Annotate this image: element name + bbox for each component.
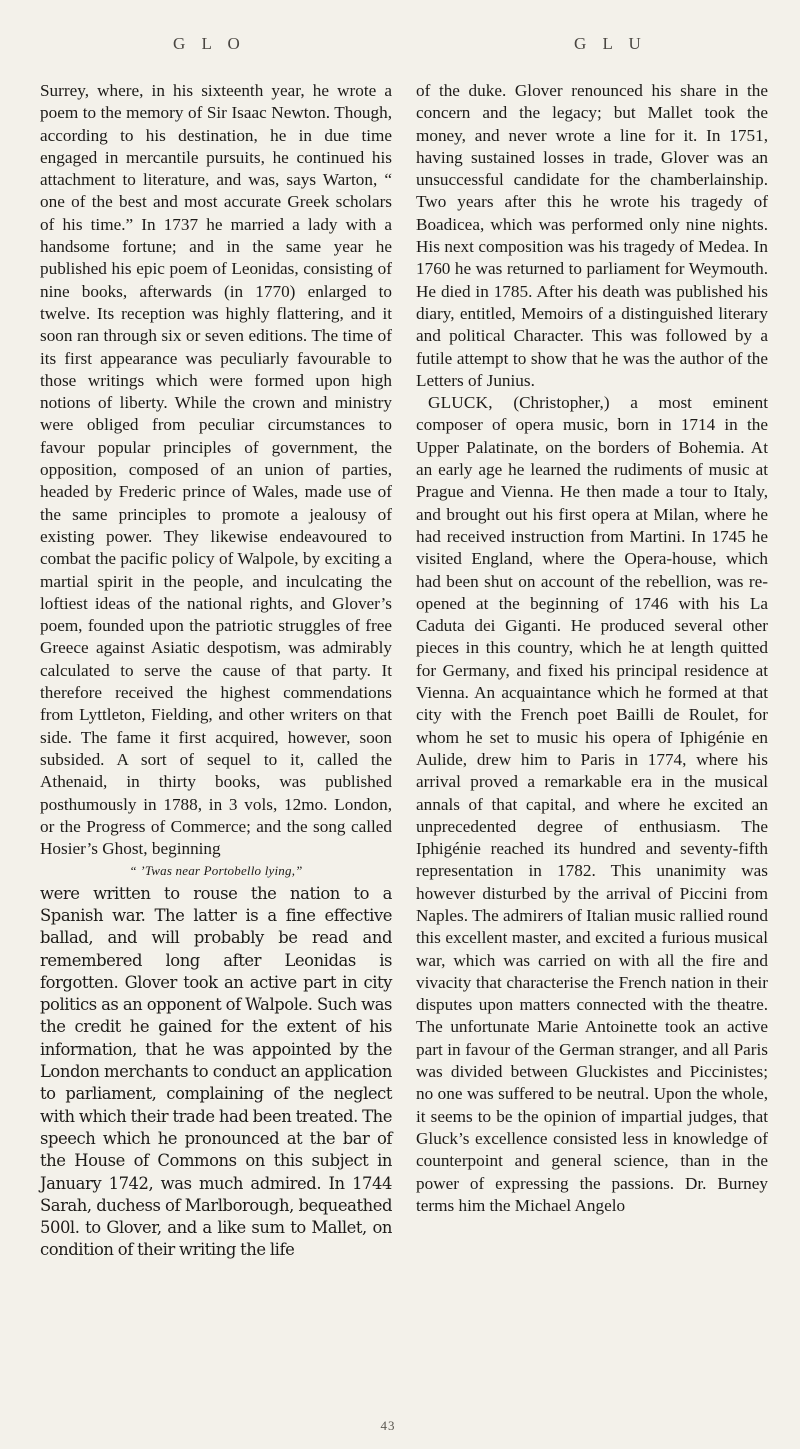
glover-entry-continuation: Surrey, where, in his sixteenth year, he wrote a poem to the memory of Sir Isaac Newton. Though, according to his destination, he in due time engaged in mercantile pursuits, he continued his attachment to literature, and was, says Warton, “ one of the best and most accurate Greek scholars of his time.” In 1737 he married a lady with a handsome fortune; and in the same year he published his epic poem of Leonidas, consisting of nine books, afterwards (in 1770) enlarged to twelve. Its reception was highly flattering, and it soon ran through six or seven editions. The time of its first appearance was peculiarly favourable to those writings which were formed upon high notions of liberty. While the crown and ministry were obliged from peculiar circumstances to favour popular principles of government, the opposition, composed of an union of parties, headed by Frederic prince of Wales, made use of the same principles to promote a jealousy of existing power. They likewise endeavoured to combat the pacific policy of Walpole, by exciting a martial spirit in the people, and inculcating the loftiest ideas of the national rights, and Glover’s poem, founded upon the patriotic struggles of free Greece against Asiatic despotism, was admirably calculated to serve the cause of that party. It therefore received the highest commendations from Lyttleton, Fielding, and other writers on that side. The fame it first acquired, however, soon subsided. A sort of sequel to it, called the Athenaid, in thirty books, was published posthumously in 1788, in 3 vols, 12mo. London, or the Progress of Commerce; and the song called Hosier’s Ghost, beginning bbox=[40, 81, 392, 859]
gluck-headword: GLUCK, bbox=[428, 393, 493, 413]
glover-entry-end: of the duke. Glover renounced his share in the concern and the legacy; but Mallet took the money, and never wrote a line for it. In 1751, having sustained losses in trade, Glover was an unsuccessful candidate for the chamberlainship. Two years after this he wrote his tragedy of Boadicea, which was performed only nine nights. His next composition was his tragedy of Medea. In 1760 he was returned to parliament for Weymouth. He died in 1785. After his death was published his diary, entitled, Memoirs of a distinguished literary and political Character. This was followed by a futile attempt to show that he was the author of the Letters of Junius. bbox=[416, 81, 768, 390]
right-column bbox=[416, 80, 768, 1217]
signature-mark bbox=[0, 1418, 800, 1434]
song-quotation: “ ’Twas near Portobello lying,” bbox=[129, 863, 303, 879]
running-head-left: G L O bbox=[173, 34, 246, 53]
gluck-entry-text: (Christopher,) a most eminent composer of opera music, born in 1714 in the Upper Palatinate, on the borders of Bohemia. At an early age he learned the rudiments of music at Prague and Vienna. He then made a tour to Italy, and brought out his first opera at Milan, where he had received instruction from Martini. In 1745 he visited England, where the Opera-house, which had been shut on account of the rebellion, was re-opened at the beginning of 1746 with his La Caduta dei Giganti. He produced several other pieces in this country, which he at length quitted for Germany, and fixed his principal residence at Vienna. An acquaintance which he formed at that city with the French poet Bailli de Roulet, for whom he set to music his opera of Iphigénie en Aulide, drew him to Paris in 1774, where his arrival proved a remarkable era in the musical annals of that capital, and where he excited an unprecedented degree of enthusiasm. The Iphigénie reached its hundred and seventy-fifth representation in 1782. This unanimity was however disturbed by the arrival of Piccini from Naples. The admirers of Italian music rallied round this excellent master, and excited a furious musical war, which was carried on with all the fire and vivacity that characterise the French nation in their disputes upon matters connected with the theatre. The unfortunate Marie Antoinette took an active part in favour of the German stranger, and all Paris was divided between Gluckistes and Piccinistes; no one was suffered to be neutral. Upon the whole, it seems to be the opinion of impartial judges, that Gluck’s excellence consisted less in knowledge of counterpoint and general science, than in the power of expressing the passions. Dr. Burney terms him the Michael Angelo bbox=[416, 393, 768, 1215]
running-head bbox=[0, 34, 800, 56]
left-column bbox=[40, 80, 392, 1262]
running-head-right: G L U bbox=[574, 34, 647, 53]
signature-text: 43 bbox=[380, 1418, 396, 1433]
glover-entry-continued: were written to rouse the nation to a Spanish war. The latter is a fine effective ballad, and will probably be read and remembered long after Leonidas is forgotten. Glover took an active part in city politics as an opponent of Walpole. Such was the credit he gained for the extent of his information, that he was appointed by the London merchants to conduct an application to parliament, complaining of the neglect with which their trade had been treated. The speech which he pronounced at the bar of the House of Commons on this subject in January 1742, was much admired. In 1744 Sarah, duchess of Marlborough, bequeathed 500l. to Glover, and a like sum to Mallet, on condition of their writing the life bbox=[40, 883, 392, 1260]
gluck-entry bbox=[416, 392, 768, 1217]
